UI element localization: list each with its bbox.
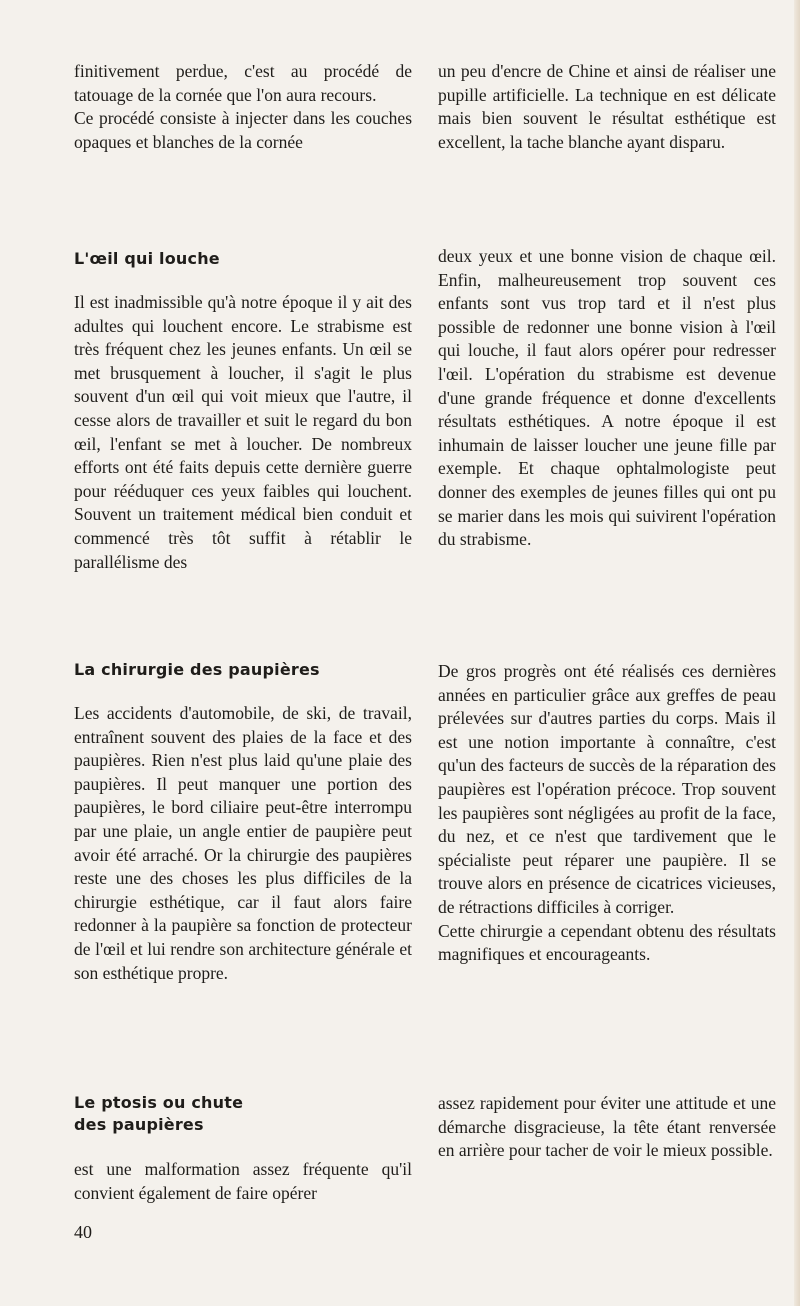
paragraph: Il est inadmissible qu'à notre époque il y ait des adultes qui louchent encore. Le strabisme est très fréquent chez les jeunes enfants. Un œil se met brusquement à loucher, il s'agit le plus souvent d'un œil qui voit mieux que l'autre, il cesse alors de travailler et suit le regard du bon œil, l'enfant se met à loucher. De nombreux efforts ont été faits depuis cette dernière guerre pour rééduquer ces yeux faibles qui louchent. Souvent un traitement médical bien conduit et commencé très tôt suffit à rétablir le parallélisme des (74, 292, 412, 572)
left-text-block-1 (74, 60, 412, 154)
paragraph: assez rapidement pour éviter une attitude et une démarche disgracieuse, la tête étant renversée en arrière pour tacher de voir le mieux possible. (438, 1093, 776, 1161)
section-heading-ptosis (74, 1092, 412, 1136)
right-text-block-1 (438, 60, 776, 154)
right-text-block-2 (438, 245, 776, 552)
section-heading-chirurgie (74, 659, 412, 681)
paragraph: De gros progrès ont été réalisés ces dernières années en particulier grâce aux greffes de peau prélevées sur d'autres parties du corps. Mais il est une notion importante à connaître, c'est qu'un des facteurs de succès de la réparation des paupières est l'opération précoce. Trop souvent les paupières sont négligées au profit de la face, du nez, et ce n'est que tardivement que le spécialiste peut réparer une paupière. Il se trouve alors en présence de cicatrices vicieuses, de rétractions difficiles à corriger. (438, 661, 776, 917)
paragraph: deux yeux et une bonne vision de chaque œil. Enfin, malheureusement trop souvent ces enfants sont vus trop tard et il n'est plus possible de redonner une bonne vision à l'œil qui louche, il faut alors opérer pour redresser l'œil. L'opération du strabisme est devenue d'une grande fréquence et donne d'excellents résultats esthétiques. A notre époque il est inhumain de laisser loucher une jeune fille par exemple. Et chaque ophtalmologiste peut donner des exemples de jeunes filles qui ont pu se marier dans les mois qui suivirent l'opération du strabisme. (438, 246, 776, 550)
heading-line: Le ptosis ou chute (74, 1093, 244, 1112)
left-text-block-2 (74, 291, 412, 574)
paragraph: Les accidents d'automobile, de ski, de travail, entraînent souvent des plaies de la face et des paupières. Rien n'est plus laid qu'une plaie des paupières. Il peut manquer une portion des paupières, le bord ciliaire peut-être interrompu par une plaie, un angle entier de paupière peut avoir été arraché. Or la chirurgie des paupières reste une des choses les plus difficiles de la chirurgie esthétique, car il faut alors faire redonner à la paupière sa fonction de protecteur de l'œil et lui rendre son architecture générale et son esthétique propre. (74, 703, 412, 983)
left-text-block-3 (74, 702, 412, 985)
page-edge (794, 0, 800, 1306)
heading-text: La chirurgie des paupières (74, 660, 320, 679)
paragraph: un peu d'encre de Chine et ainsi de réaliser une pupille artificielle. La technique en est délicate mais bien souvent le résultat esthétique est excellent, la tache blanche ayant disparu. (438, 61, 776, 152)
paragraph: finitivement perdue, c'est au procédé de tatouage de la cornée que l'on aura recours. (74, 61, 412, 105)
heading-text: L'œil qui louche (74, 249, 220, 268)
heading-line: des paupières (74, 1115, 204, 1134)
page-number: 40 (74, 1222, 92, 1242)
paragraph: est une malformation assez fréquente qu'il convient également de faire opérer (74, 1159, 412, 1203)
right-text-block-3 (438, 660, 776, 967)
paragraph: Cette chirurgie a cependant obtenu des résultats magnifiques et encourageants. (438, 920, 776, 965)
section-heading-strabisme (74, 248, 412, 270)
left-text-block-4 (74, 1158, 412, 1205)
paragraph: Ce procédé consiste à injecter dans les couches opaques et blanches de la cornée (74, 108, 412, 152)
right-text-block-4 (438, 1092, 776, 1163)
